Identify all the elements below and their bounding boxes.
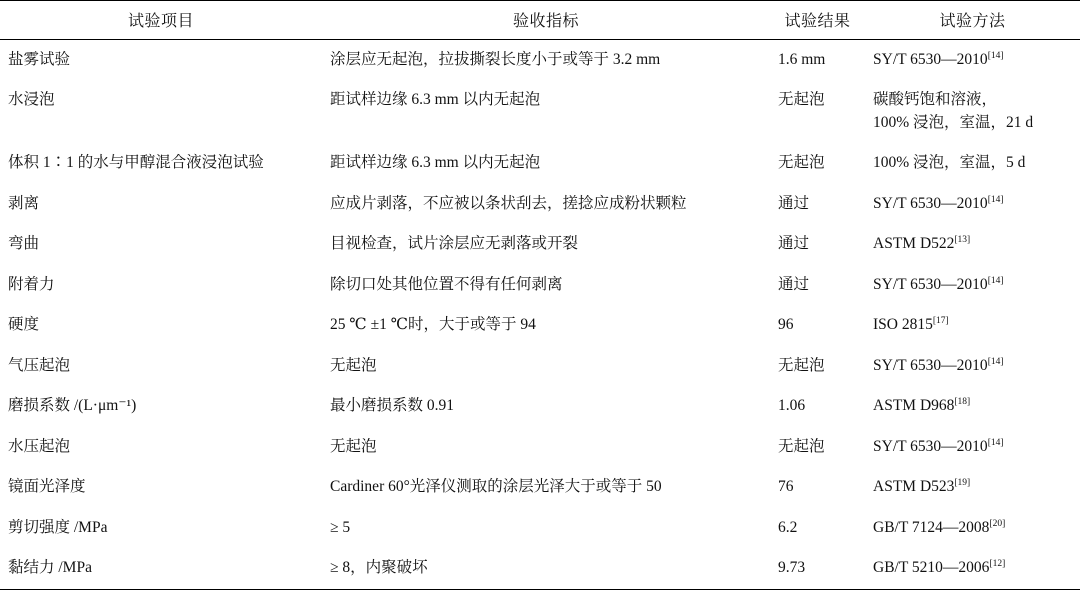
cell-acceptance-index: 应成片剥落，不应被以条状刮去，搓捻应成粉状颗粒 xyxy=(330,194,687,212)
cell-test-result: 1.6 mm xyxy=(778,51,826,68)
cell-test-item: 盐雾试验 xyxy=(8,51,71,68)
reference-superscript: [12] xyxy=(989,558,1006,569)
table-row xyxy=(0,80,1080,143)
reference-superscript: [14] xyxy=(987,50,1004,61)
method-text: ASTM D522 xyxy=(873,235,955,253)
cell-test-method xyxy=(865,143,1080,183)
table-row xyxy=(0,346,1080,386)
reference-superscript: [14] xyxy=(987,194,1004,205)
cell-acceptance-index: 无起泡 xyxy=(330,437,377,455)
cell-test-item: 黏结力 /MPa xyxy=(0,548,322,589)
reference-superscript: [20] xyxy=(989,518,1006,529)
cell-test-result: 无起泡 xyxy=(778,437,825,455)
table-body xyxy=(0,40,1080,590)
cell-acceptance-index: ≥ 5 xyxy=(330,518,351,536)
cell-test-item: 附着力 xyxy=(8,275,55,293)
cell-test-method xyxy=(865,40,1080,81)
cell-test-result: 无起泡 xyxy=(778,154,825,172)
method-line: 100% 浸泡，室温，21 d xyxy=(873,113,1034,131)
cell-test-item: 镜面光泽度 xyxy=(8,478,86,496)
cell-test-method xyxy=(865,80,1080,143)
cell-test-item: 硬度 xyxy=(8,316,40,334)
table-row xyxy=(0,265,1080,305)
cell-acceptance-index: 无起泡 xyxy=(330,356,377,374)
table-row xyxy=(0,508,1080,548)
cell-acceptance-index: 最小磨损系数 0.91 xyxy=(330,397,455,415)
cell-test-item: 剥离 xyxy=(8,194,40,212)
reference-superscript: [14] xyxy=(987,356,1004,367)
reference-superscript: [18] xyxy=(954,397,971,408)
table-row xyxy=(0,467,1080,507)
reference-superscript: [14] xyxy=(987,437,1004,448)
table-header xyxy=(0,1,1080,40)
reference-superscript: [17] xyxy=(932,316,949,327)
cell-test-item: 剪切强度 /MPa xyxy=(8,518,108,536)
table-row xyxy=(0,427,1080,467)
reference-superscript: [14] xyxy=(987,275,1004,286)
cell-test-method xyxy=(865,548,1080,589)
table-row xyxy=(0,386,1080,426)
cell-test-result: 无起泡 xyxy=(778,356,825,374)
cell-test-method xyxy=(865,508,1080,548)
cell-test-item: 水压起泡 xyxy=(8,437,71,455)
table-row xyxy=(0,224,1080,264)
cell-test-result: 通过 xyxy=(778,275,810,293)
column-header-index: 验收指标 xyxy=(322,1,770,40)
cell-acceptance-index: 目视检查，试片涂层应无剥落或开裂 xyxy=(330,235,579,253)
table-row xyxy=(0,143,1080,183)
method-text: ASTM D523 xyxy=(873,478,955,496)
cell-test-item: 体积 1∶1 的水与甲醇混合液浸泡试验 xyxy=(8,154,264,172)
table-row xyxy=(0,40,1080,81)
cell-test-result: 通过 xyxy=(778,194,810,212)
column-header-result: 试验结果 xyxy=(770,1,865,40)
cell-test-item: 水浸泡 xyxy=(8,91,55,109)
cell-test-item: 气压起泡 xyxy=(8,356,71,374)
method-text: SY/T 6530—2010 xyxy=(873,356,988,374)
method-line: 碳酸钙饱和溶液， xyxy=(873,91,998,109)
table-row xyxy=(0,305,1080,345)
cell-test-result: 6.2 xyxy=(778,518,798,536)
method-text: GB/T 7124—2008 xyxy=(873,518,990,536)
cell-test-item: 磨损系数 /(L·μm⁻¹) xyxy=(8,397,137,415)
method-text: ASTM D968 xyxy=(873,397,955,415)
cell-test-result: 9.73 xyxy=(770,548,865,589)
cell-test-method xyxy=(865,427,1080,467)
cell-test-result: 1.06 xyxy=(778,397,806,415)
cell-test-method xyxy=(865,467,1080,507)
cell-test-result: 96 xyxy=(778,316,794,334)
cell-test-result: 76 xyxy=(778,478,794,496)
cell-acceptance-index: ≥ 8，内聚破坏 xyxy=(322,548,770,589)
cell-test-method xyxy=(865,386,1080,426)
cell-test-method xyxy=(865,346,1080,386)
table-row xyxy=(0,548,1080,589)
table-row xyxy=(0,184,1080,224)
table-header-row xyxy=(0,1,1080,40)
cell-acceptance-index: 距试样边缘 6.3 mm 以内无起泡 xyxy=(330,91,541,109)
method-text: ISO 2815 xyxy=(873,316,933,334)
column-header-item: 试验项目 xyxy=(0,1,322,40)
cell-acceptance-index: Cardiner 60°光泽仪测取的涂层光泽大于或等于 50 xyxy=(330,478,662,496)
reference-superscript: [13] xyxy=(954,235,971,246)
method-text: SY/T 6530—2010 xyxy=(873,51,988,68)
cell-acceptance-index: 涂层应无起泡，拉拔撕裂长度小于或等于 3.2 mm xyxy=(330,51,661,68)
method-text: SY/T 6530—2010 xyxy=(873,194,988,212)
cell-test-result: 通过 xyxy=(778,235,810,253)
cell-acceptance-index: 除切口处其他位置不得有任何剥离 xyxy=(330,275,563,293)
cell-acceptance-index: 距试样边缘 6.3 mm 以内无起泡 xyxy=(330,154,541,172)
cell-test-method xyxy=(865,265,1080,305)
cell-test-item: 弯曲 xyxy=(8,235,40,253)
cell-test-method xyxy=(865,184,1080,224)
reference-superscript: [19] xyxy=(954,478,971,488)
cell-test-method xyxy=(865,224,1080,264)
method-text: GB/T 5210—2006 xyxy=(873,559,990,577)
cell-acceptance-index: 25 ℃ ±1 ℃时，大于或等于 94 xyxy=(330,316,536,334)
column-header-method: 试验方法 xyxy=(865,1,1080,40)
method-text: SY/T 6530—2010 xyxy=(873,275,988,293)
cell-test-method xyxy=(865,305,1080,345)
method-text: SY/T 6530—2010 xyxy=(873,437,988,455)
cell-test-result: 无起泡 xyxy=(778,91,825,109)
method-text: 100% 浸泡，室温，5 d xyxy=(873,154,1026,172)
